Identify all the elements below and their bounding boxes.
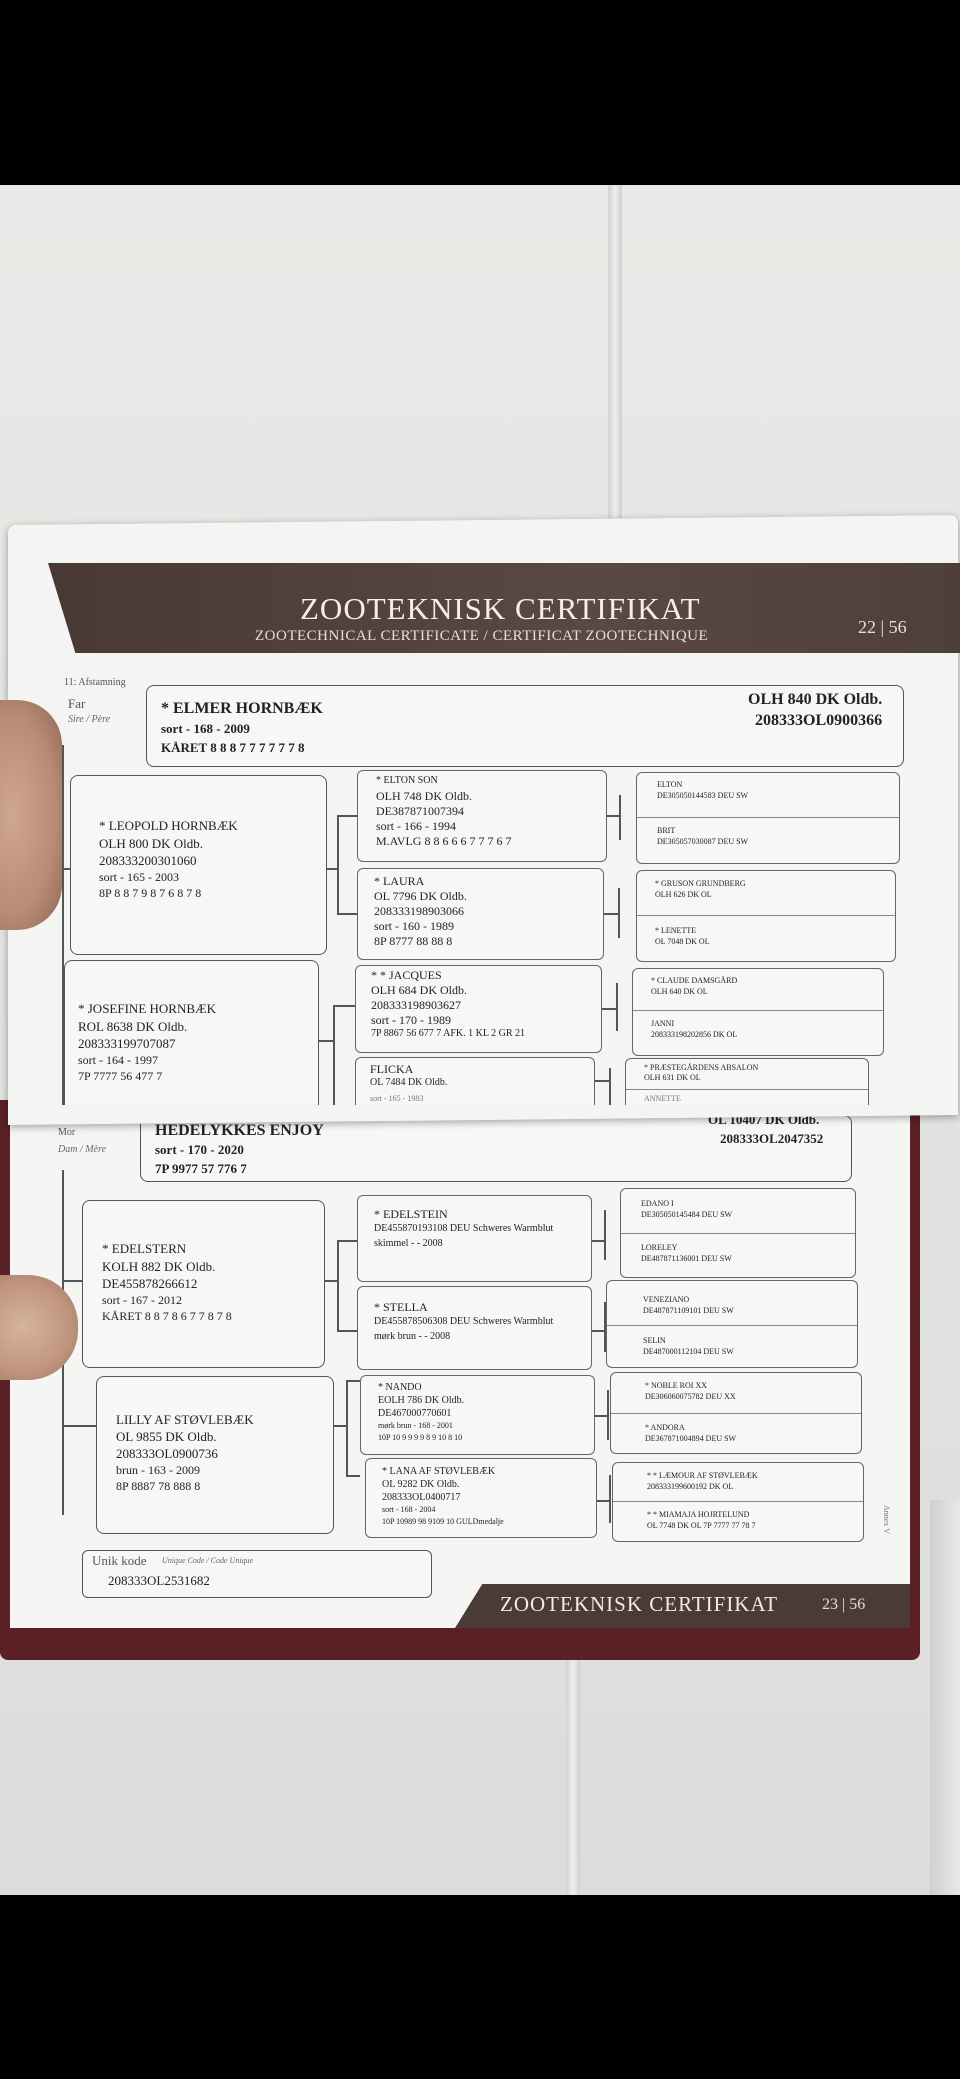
gg-top-3-c: JANNI	[651, 1019, 675, 1028]
sd-sire-color: sort - 170 - 1989	[371, 1013, 451, 1027]
gg-top-3-d: 208333198202856 DK OL	[651, 1030, 738, 1039]
divider	[626, 1089, 868, 1090]
sire-line3: KÅRET 8 8 8 7 7 7 7 7 7 8	[161, 740, 305, 755]
tree-line	[62, 868, 70, 870]
tree-line	[619, 795, 621, 840]
gg-top-box-3	[632, 968, 884, 1056]
ss-dam-color: sort - 160 - 1989	[374, 919, 454, 933]
dd-sire-name: * NANDO	[378, 1382, 422, 1393]
ss-sire-scores: M.AVLG 8 8 6 6 6 7 7 7 6 7	[376, 834, 512, 848]
gg-top-4-c: ANNETTE	[644, 1094, 681, 1103]
ss-dam-reg: OL 7796 DK Oldb.	[374, 889, 467, 903]
tree-line	[337, 1330, 357, 1332]
dam-dam-reg: OL 9855 DK Oldb.	[116, 1429, 217, 1444]
tree-line	[333, 1005, 335, 1105]
sd-dam-name: FLICKA	[370, 1062, 414, 1076]
divider	[637, 915, 895, 916]
footer-title: ZOOTEKNISK CERTIFIKAT	[500, 1592, 779, 1616]
header-subtitle: ZOOTECHNICAL CERTIFICATE / CERTIFICAT ZOOTECHNIQUE	[255, 628, 709, 644]
gg-bot-4-d: OL 7748 DK OL 7P 7777 77 78 7	[647, 1521, 756, 1530]
sd-sire-id: 208333198903627	[371, 998, 461, 1012]
sire-dam-reg: ROL 8638 DK Oldb.	[78, 1019, 188, 1034]
tree-line	[62, 1425, 96, 1427]
sire-ueln: 208333OL0900366	[755, 712, 883, 729]
dd-sire-reg: EOLH 786 DK Oldb.	[378, 1395, 465, 1406]
sd-sire-reg: OLH 684 DK Oldb.	[371, 983, 467, 997]
dam-dam-scores: 8P 8887 78 888 8	[116, 1479, 201, 1493]
gg-bot-box-4	[612, 1462, 864, 1542]
ds-sire-name: * EDELSTEIN	[374, 1207, 448, 1221]
unique-code-value: 208333OL2531682	[108, 1573, 210, 1588]
gg-bot-3-d: DE367871004894 DEU SW	[645, 1434, 737, 1443]
dam-dam-name: LILLY AF STØVLEBÆK	[116, 1412, 254, 1427]
unique-code-label-en: Unique Code / Code Unique	[162, 1556, 254, 1565]
ss-dam-id: 208333198903066	[374, 904, 464, 918]
tree-line	[325, 1280, 337, 1282]
tree-line	[616, 983, 618, 1031]
tree-line	[602, 1008, 616, 1010]
wall-edge	[930, 1500, 960, 1895]
dd-sire-id: DE467000770601	[378, 1408, 452, 1419]
tree-line	[592, 1240, 604, 1242]
tree-line	[337, 815, 339, 915]
dam-name: HEDELYKKES ENJOY	[155, 1122, 324, 1139]
dd-dam-id: 208333OL0400717	[382, 1492, 461, 1503]
gg-top-1-b: DE305050144583 DEU SW	[657, 791, 749, 800]
wall-seam	[566, 1630, 580, 1895]
sire-sire-id: 208333200301060	[99, 853, 197, 868]
tree-line	[333, 1005, 355, 1007]
dam-sire-color: sort - 167 - 2012	[102, 1293, 182, 1307]
ss-dam-name: * LAURA	[374, 874, 425, 888]
tree-line	[595, 1415, 607, 1417]
divider	[633, 1010, 883, 1011]
tree-line	[337, 1240, 357, 1242]
header-title: ZOOTEKNISK CERTIFIKAT	[300, 591, 701, 626]
gg-bot-4-b: 208333199600192 DK OL	[647, 1482, 734, 1491]
tree-line	[618, 888, 620, 938]
ds-dam-name: * STELLA	[374, 1300, 428, 1314]
tree-line	[337, 815, 357, 817]
gg-bot-3-c: * ANDORA	[645, 1423, 685, 1432]
tree-line	[346, 1380, 348, 1475]
divider	[607, 1325, 857, 1326]
dd-sire-scores: 10P 10 9 9 9 9 8 9 10 8 10	[378, 1433, 463, 1442]
sire-sire-color: sort - 165 - 2003	[99, 870, 179, 884]
dam-ueln: 208333OL2047352	[720, 1131, 824, 1146]
dd-sire-color: mørk brun - 168 - 2001	[378, 1421, 453, 1430]
dam-sire-reg: KOLH 882 DK Oldb.	[102, 1259, 216, 1274]
sire-sire-reg: OLH 800 DK Oldb.	[99, 836, 203, 851]
dam-line2: sort - 170 - 2020	[155, 1142, 244, 1157]
gg-bot-1-d: DE487871136001 DEU SW	[641, 1254, 732, 1263]
tree-line	[607, 815, 619, 817]
sire-reg: OLH 840 DK Oldb.	[748, 691, 883, 708]
gg-bot-1-a: EDANO I	[641, 1199, 674, 1208]
dam-reg: OL 10407 DK Oldb.	[708, 1112, 820, 1127]
gg-top-1-a: ELTON	[657, 780, 683, 789]
ss-sire-color: sort - 166 - 1994	[376, 819, 456, 833]
tree-line	[327, 868, 337, 870]
sire-name: * ELMER HORNBÆK	[161, 700, 323, 717]
gg-top-2-d: OL 7048 DK OL	[655, 937, 710, 946]
gg-bot-box-1	[620, 1188, 856, 1278]
gg-bot-1-c: LORELEY	[641, 1243, 678, 1252]
gg-top-1-c: BRIT	[657, 826, 676, 835]
annex-label: Annex V	[881, 1505, 891, 1534]
sire-sire-name: * LEOPOLD HORNBÆK	[99, 818, 238, 833]
dd-dam-reg: OL 9282 DK Oldb.	[382, 1479, 460, 1490]
gg-top-2-a: * GRUSON GRUNDBERG	[655, 879, 746, 888]
tree-line	[604, 913, 618, 915]
divider	[611, 1413, 861, 1414]
gg-bot-4-a: * * LÆMOUR AF STØVLEBÆK	[647, 1471, 758, 1480]
tree-line	[346, 1380, 360, 1382]
tree-line	[604, 1210, 606, 1260]
unique-code-label: Unik kode	[92, 1553, 147, 1568]
tree-line	[595, 1080, 609, 1082]
gg-top-2-b: OLH 626 DK OL	[655, 890, 712, 899]
gg-top-box-1	[636, 772, 900, 864]
gg-top-4-a: * PRÆSTEGÅRDENS ABSALON	[644, 1063, 759, 1072]
gg-bot-3-a: * NOBLE ROI XX	[645, 1381, 707, 1390]
gg-top-4-b: OLH 631 DK OL	[644, 1073, 701, 1082]
sire-label-en: Sire / Père	[68, 714, 111, 725]
divider	[621, 1233, 855, 1234]
sd-sire-scores: 7P 8867 56 677 7 AFK. 1 KL 2 GR 21	[371, 1028, 525, 1039]
divider	[613, 1501, 863, 1502]
sd-dam-color: sort - 165 - 1983	[370, 1094, 424, 1103]
dd-dam-scores: 10P 10989 98 9109 10 GULDmedalje	[382, 1517, 504, 1526]
gg-top-box-4	[625, 1058, 869, 1105]
dam-label: Mor	[58, 1127, 76, 1138]
section-label: 11: Afstamning	[64, 677, 126, 688]
dam-dam-color: brun - 163 - 2009	[116, 1463, 200, 1477]
gg-bot-2-c: SELIN	[643, 1336, 666, 1345]
gg-bot-1-b: DE305050145484 DEU SW	[641, 1210, 733, 1219]
ss-sire-reg: OLH 748 DK Oldb.	[376, 789, 472, 803]
gg-top-3-a: * CLAUDE DAMSGÅRD	[651, 976, 738, 985]
sire-dam-color: sort - 164 - 1997	[78, 1053, 158, 1067]
page-number-bottom: 23 | 56	[822, 1596, 866, 1613]
tree-line	[607, 1390, 609, 1440]
ds-dam-color: mørk brun - - 2008	[374, 1331, 451, 1342]
gg-bot-3-b: DE306060075782 DEU XX	[645, 1392, 736, 1401]
gg-bot-box-3	[610, 1372, 862, 1454]
ds-sire-color: skimmel - - 2008	[374, 1238, 443, 1249]
tree-line	[319, 1040, 333, 1042]
tree-line	[346, 1475, 360, 1477]
wall-seam	[608, 185, 622, 525]
page-number-top: 22 | 56	[858, 617, 907, 637]
ds-dam-id: DE455878506308 DEU Schweres Warmblut	[374, 1316, 554, 1327]
sire-sire-scores: 8P 8 8 7 9 8 7 6 8 7 8	[99, 886, 202, 900]
tree-line	[597, 1500, 609, 1502]
sire-dam-name: * JOSEFINE HORNBÆK	[78, 1001, 216, 1016]
dd-dam-name: * LANA AF STØVLEBÆK	[382, 1466, 496, 1477]
ss-dam-scores: 8P 8777 88 88 8	[374, 934, 453, 948]
gg-top-2-c: * LENETTE	[655, 926, 697, 935]
dam-sire-name: * EDELSTERN	[102, 1241, 187, 1256]
gg-bot-2-a: VENEZIANO	[643, 1295, 690, 1304]
dam-line3: 7P 9977 57 776 7	[155, 1161, 247, 1176]
tree-line	[334, 1425, 346, 1427]
sire-dam-id: 208333199707087	[78, 1036, 176, 1051]
sd-dam-reg: OL 7484 DK Oldb.	[370, 1077, 448, 1088]
sd-sire-name: * * JACQUES	[371, 968, 442, 982]
sire-label: Far	[68, 696, 86, 711]
gg-bot-2-d: DE487000112104 DEU SW	[643, 1347, 734, 1356]
ss-sire-name: * ELTON SON	[376, 775, 438, 786]
ds-sire-id: DE455870193108 DEU Schweres Warmblut	[374, 1223, 554, 1234]
ss-sire-id: DE387871007394	[376, 804, 464, 818]
gg-bot-2-b: DE487871109101 DEU SW	[643, 1306, 734, 1315]
tree-line	[592, 1330, 604, 1332]
sire-dam-scores: 7P 7777 56 477 7	[78, 1069, 163, 1083]
dd-dam-color: sort - 168 - 2004	[382, 1505, 436, 1514]
tree-line	[62, 1280, 82, 1282]
gg-bot-box-2	[606, 1280, 858, 1368]
gg-top-box-2	[636, 870, 896, 962]
tree-line	[337, 1240, 339, 1330]
sire-line2: sort - 168 - 2009	[161, 721, 250, 736]
dam-sire-scores: KÅRET 8 8 7 8 6 7 7 8 7 8	[102, 1309, 232, 1323]
gg-top-1-d: DE305057030087 DEU SW	[657, 837, 749, 846]
hand-fingers	[0, 700, 62, 930]
dam-dam-id: 208333OL0900736	[116, 1446, 218, 1461]
dam-sire-id: DE455878266612	[102, 1276, 198, 1291]
tree-line	[609, 1475, 611, 1523]
tree-line	[337, 913, 357, 915]
divider	[637, 817, 899, 818]
gg-bot-4-c: * * MIAMAJA HOJRTELUND	[647, 1510, 750, 1519]
tree-line	[609, 1068, 611, 1105]
gg-top-3-b: OLH 640 DK OL	[651, 987, 708, 996]
dam-label-en: Dam / Mère	[58, 1144, 106, 1155]
